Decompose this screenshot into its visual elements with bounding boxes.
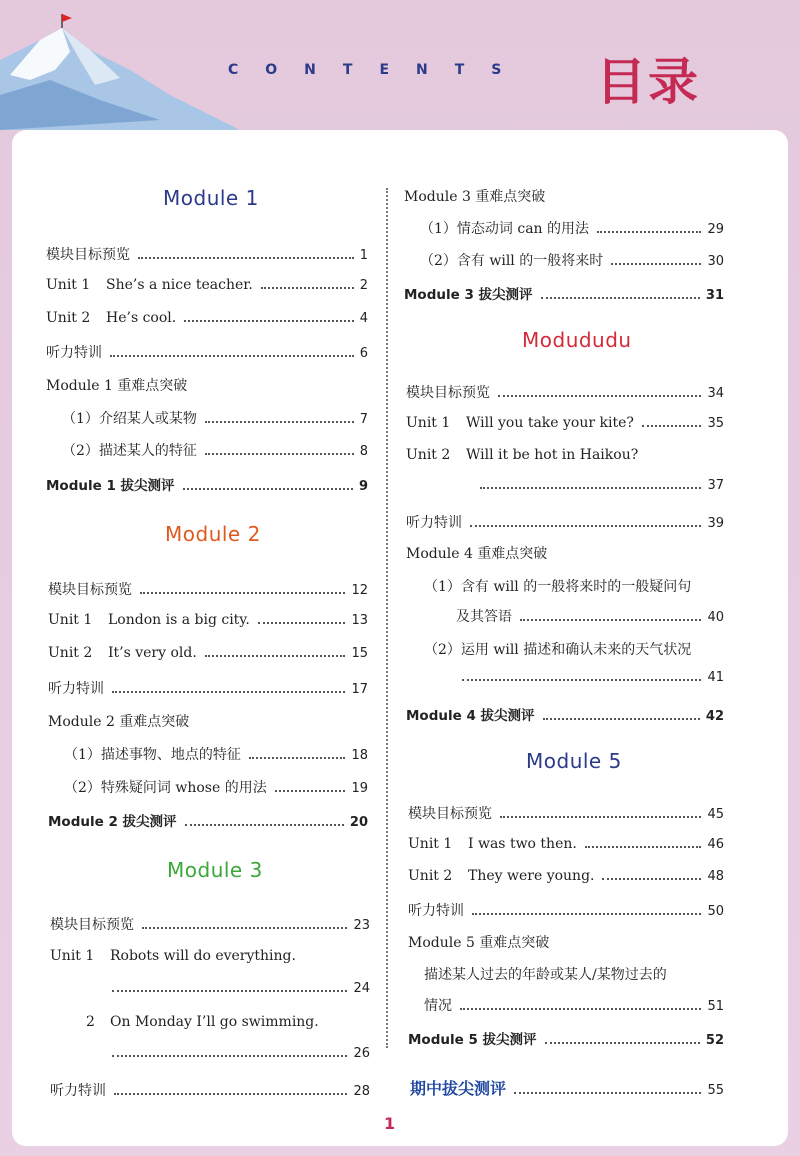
toc-entry[interactable]: （2）含有 will 的一般将来时 30 — [420, 253, 724, 269]
toc-entry[interactable]: Unit 1 I was two then. 46 — [408, 836, 724, 852]
module1-heading: Module 1 — [163, 186, 259, 210]
toc-entry[interactable]: 模块目标预览 45 — [408, 806, 724, 822]
toc-entry-label[interactable]: Unit 2 Will it be hot in Haikou? — [406, 447, 639, 463]
toc-entry[interactable]: （1）介绍某人或某物 7 — [62, 411, 368, 427]
toc-entry[interactable]: 听力特训 17 — [48, 681, 368, 697]
toc-entry-test[interactable]: Module 1 拔尖测评 9 — [46, 478, 368, 494]
toc-entry[interactable]: 听力特训 6 — [46, 345, 368, 361]
toc-entry-test[interactable]: Module 4 拔尖测评 42 — [406, 708, 724, 724]
toc-entry-test[interactable]: Module 3 拔尖测评 31 — [404, 287, 724, 303]
mountain-illustration — [0, 0, 260, 130]
toc-entry[interactable]: 模块目标预览 1 — [46, 247, 368, 263]
toc-entry[interactable]: （1）情态动词 can 的用法 29 — [420, 221, 724, 237]
module2-heading: Module 2 — [165, 522, 261, 546]
toc-entry-label[interactable]: 描述某人过去的年龄或某人/某物过去的 — [424, 967, 667, 983]
toc-section-label: Module 2 重难点突破 — [48, 714, 190, 730]
toc-entry[interactable]: Unit 2 He’s cool. 4 — [46, 310, 368, 326]
toc-entry[interactable]: 模块目标预览 12 — [48, 582, 368, 598]
toc-entry[interactable]: 听力特训 50 — [408, 903, 724, 919]
module3-heading: Module 3 — [167, 858, 263, 882]
toc-entry[interactable]: Unit 1 London is a big city. 13 — [48, 612, 368, 628]
toc-entry-test[interactable]: Module 2 拔尖测评 20 — [48, 814, 368, 830]
toc-entry[interactable]: 模块目标预览 23 — [50, 917, 370, 933]
toc-entry-continued[interactable]: 26 — [112, 1046, 370, 1061]
toc-entry-continued[interactable]: 37 — [480, 478, 724, 493]
toc-entry[interactable]: Unit 2 They were young. 48 — [408, 868, 724, 884]
toc-entry-continued[interactable]: 24 — [112, 981, 370, 996]
toc-entry[interactable]: （1）描述事物、地点的特征 18 — [64, 747, 368, 763]
toc-section-label: Module 5 重难点突破 — [408, 935, 550, 951]
toc-entry-continued[interactable]: 及其答语 40 — [456, 609, 724, 625]
module4-heading: Modududu — [522, 328, 632, 352]
toc-entry[interactable]: Unit 2 It’s very old. 15 — [48, 645, 368, 661]
toc-section-label: Module 4 重难点突破 — [406, 546, 548, 562]
header-banner — [0, 0, 800, 140]
column-divider — [386, 188, 388, 1048]
toc-entry[interactable]: 听力特训 39 — [406, 515, 724, 531]
toc-section-label: Module 3 重难点突破 — [404, 189, 546, 205]
toc-section-label: Module 1 重难点突破 — [46, 378, 188, 394]
toc-entry[interactable]: （2）描述某人的特征 8 — [62, 443, 368, 459]
toc-entry-label[interactable]: 2 On Monday I’ll go swimming. — [86, 1014, 319, 1030]
toc-entry-continued[interactable]: 41 — [462, 670, 724, 685]
toc-entry-test[interactable]: Module 5 拔尖测评 52 — [408, 1032, 724, 1048]
contents-label: CONTENTS — [228, 62, 529, 78]
toc-entry[interactable]: 听力特训 28 — [50, 1083, 370, 1099]
page-title: 目录 — [596, 53, 700, 111]
toc-entry-midterm[interactable]: 期中拔尖测评 55 — [410, 1079, 724, 1098]
toc-entry-label[interactable]: （2）运用 will 描述和确认未来的天气状况 — [424, 642, 692, 658]
page-number: 1 — [384, 1114, 396, 1133]
toc-entry[interactable]: （2）特殊疑问词 whose 的用法 19 — [64, 780, 368, 796]
toc-entry[interactable]: Unit 1 She’s a nice teacher. 2 — [46, 277, 368, 293]
module5-heading: Module 5 — [526, 749, 622, 773]
toc-entry-continued[interactable]: 情况 51 — [424, 998, 724, 1014]
toc-entry[interactable]: 模块目标预览 34 — [406, 385, 724, 401]
toc-entry-label[interactable]: Unit 1 Robots will do everything. — [50, 948, 296, 964]
toc-entry[interactable]: Unit 1 Will you take your kite? 35 — [406, 415, 724, 431]
toc-entry-label[interactable]: （1）含有 will 的一般将来时的一般疑问句 — [424, 579, 692, 595]
